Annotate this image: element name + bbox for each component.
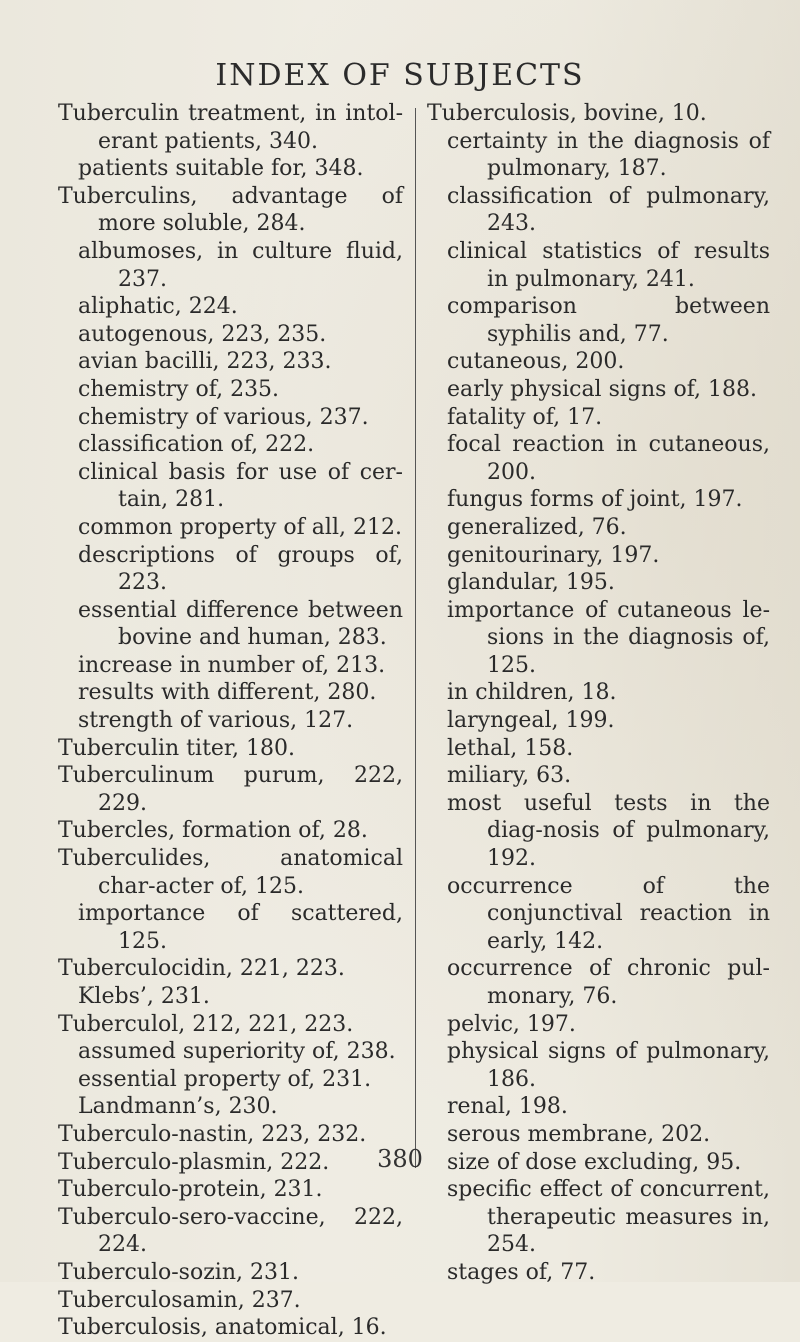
index-subentry: fatality of, 17.	[447, 404, 603, 430]
page-title: INDEX OF SUBJECTS	[215, 58, 585, 93]
index-subentry: serous membrane, 202.	[447, 1121, 711, 1147]
index-subentry: classification of pulmonary, 243.	[447, 183, 770, 237]
index-heading: Tubercles, formation of, 28.	[58, 818, 368, 844]
index-subentry: stages of, 77.	[447, 1259, 596, 1285]
index-subentry: in children, 18.	[447, 680, 617, 706]
index-subentry: importance of scattered, 125.	[78, 901, 403, 954]
index-subentry: size of dose excluding, 95.	[447, 1149, 742, 1175]
index-subentry: avian bacilli, 223, 233.	[78, 349, 332, 375]
index-subentry: miliary, 63.	[447, 763, 572, 789]
index-subentry: glandular, 195.	[447, 570, 615, 596]
index-subentry: occurrence of the conjunctival reaction in early, 142.	[447, 873, 770, 954]
index-heading: Tuberculosamin, 237.	[58, 1287, 301, 1313]
index-subentry: essential property of, 231.	[78, 1066, 372, 1092]
index-subentry: albumoses, in culture fluid, 237.	[78, 238, 403, 292]
index-subentry: common property of all, 212.	[78, 514, 402, 540]
index-subentry: laryngeal, 199.	[447, 708, 615, 734]
index-subentry: increase in number of, 213.	[78, 652, 386, 678]
index-heading: Tuberculocidin, 221, 223.	[58, 956, 345, 982]
index-subentry: focal reaction in cutaneous, 200.	[447, 432, 770, 485]
index-subentry: assumed superiority of, 238.	[78, 1039, 396, 1065]
index-subentry: results with different, 280.	[78, 680, 377, 706]
index-subentry: physical signs of pulmonary, 186.	[447, 1039, 770, 1092]
index-subentry: fungus forms of joint, 197.	[447, 487, 743, 513]
index-heading: Tuberculins, advantage of more soluble, 284.	[58, 183, 403, 237]
index-subentry: occurrence of chronic pul-monary, 76.	[447, 956, 770, 1009]
index-heading: Tuberculo-sozin, 231.	[58, 1259, 299, 1285]
index-heading: Tuberculo-protein, 231.	[58, 1177, 323, 1203]
index-subentry: early physical signs of, 188.	[447, 376, 758, 402]
index-subentry: aliphatic, 224.	[78, 294, 238, 320]
index-heading: Tuberculo-sero-vaccine, 222, 224.	[58, 1204, 403, 1258]
index-subentry: genitourinary, 197.	[447, 542, 660, 568]
index-subentry: renal, 198.	[447, 1094, 568, 1120]
index-subentry: autogenous, 223, 235.	[78, 321, 327, 347]
index-subentry: chemistry of various, 237.	[78, 404, 369, 430]
index-subentry: Landmann’s, 230.	[78, 1094, 278, 1120]
index-heading: Tuberculol, 212, 221, 223.	[58, 1011, 354, 1037]
index-heading: Tuberculo-plasmin, 222.	[58, 1149, 330, 1175]
index-subentry: generalized, 76.	[447, 514, 627, 540]
index-column-right	[427, 100, 770, 1287]
index-subentry: clinical statistics of results in pulmonary, 241.	[447, 238, 770, 292]
index-subentry: chemistry of, 235.	[78, 376, 280, 402]
index-heading: Tuberculin titer, 180.	[58, 735, 295, 761]
index-subentry: clinical basis for use of cer-tain, 281.	[78, 459, 403, 513]
index-heading: Tuberculin treatment, in intol-erant patients, 340.	[58, 101, 403, 154]
index-heading: Tuberculosis, bovine, 10.	[427, 101, 707, 126]
index-subentry: comparison between syphilis and, 77.	[447, 294, 770, 347]
index-subentry: Klebs’, 231.	[78, 984, 210, 1009]
index-subentry: strength of various, 127.	[78, 708, 354, 734]
page-number: 380	[377, 1145, 423, 1173]
index-subentry: lethal, 158.	[447, 735, 574, 761]
index-subentry: cutaneous, 200.	[447, 349, 625, 375]
index-heading: Tuberculosis, anatomical, 16.	[58, 1315, 387, 1341]
column-divider	[415, 108, 416, 1168]
index-subentry: essential difference between bovine and human, 283.	[78, 597, 403, 651]
index-subentry: importance of cutaneous le-sions in the diagnosis of, 125.	[447, 597, 770, 678]
index-heading: Tuberculinum purum, 222, 229.	[58, 763, 403, 816]
index-subentry: specific effect of concurrent, therapeutic measures in, 254.	[447, 1177, 770, 1258]
index-subentry: most useful tests in the diag-nosis of pulmonary, 192.	[447, 790, 770, 872]
index-subentry: certainty in the diagnosis of pulmonary, 187.	[447, 128, 770, 182]
index-subentry: pelvic, 197.	[447, 1011, 576, 1037]
index-subentry: classification of, 222.	[78, 432, 315, 458]
index-heading: Tuberculo-nastin, 223, 232.	[58, 1121, 367, 1147]
index-subentry: patients suitable for, 348.	[78, 156, 364, 182]
index-subentry: descriptions of groups of, 223.	[78, 542, 403, 596]
index-heading: Tuberculides, anatomical char-acter of, 125.	[58, 846, 403, 899]
